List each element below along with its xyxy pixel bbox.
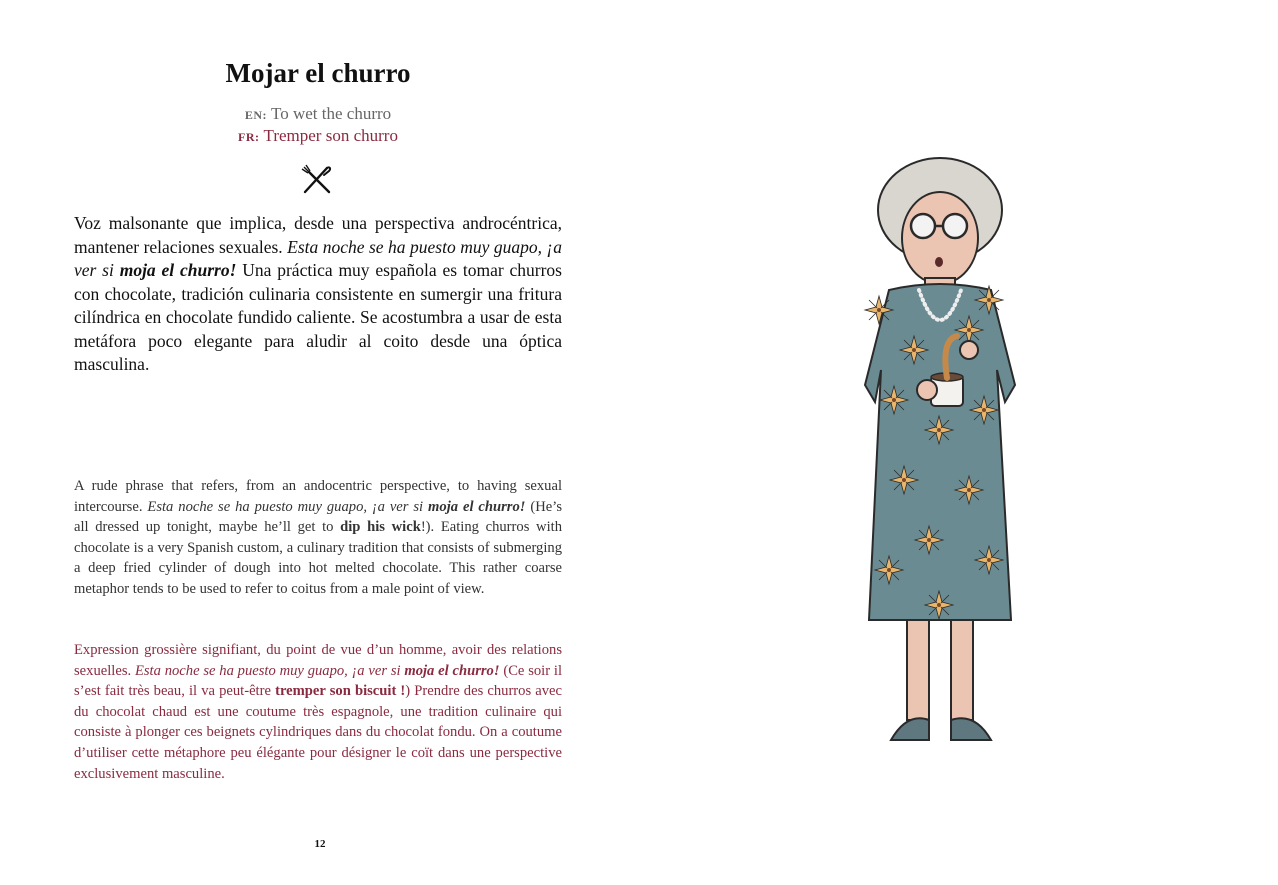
en-example-bold: moja el churro! xyxy=(428,498,526,515)
es-text-1: Voz malsonante que implica, desde una perspectiva androcéntrica, mantener relaciones sexuales. xyxy=(74,213,562,257)
right-page xyxy=(639,0,1278,885)
english-translation xyxy=(74,104,562,124)
es-text-2: Una práctica muy española es tomar churros con chocolate, tradición culinaria consistente en sumergir una fritura cilíndrica en chocolate fundido caliente. Se acostumbra a usar de esta metáfora poco elegante para aludir al coito desde una óptica masculina. xyxy=(74,260,562,374)
page-number: 12 xyxy=(314,838,326,850)
en-translation-text: To wet the churro xyxy=(271,104,392,123)
fr-text-2: (Ce soir il s’est fait très beau, il va peut-être xyxy=(74,662,562,700)
english-definition xyxy=(74,476,562,600)
grandmother-illustration xyxy=(819,150,1059,780)
fr-translation-text: Tremper son churro xyxy=(263,126,398,145)
en-text-3: !). Eating churros with chocolate is a very Spanish custom, a culinary tradition that consists of submerging a deep fried cylinder of dough into hot melted chocolate. This rather coarse metaphor tends to be used to refer to coitus from a male point of view. xyxy=(74,519,562,597)
es-example: Esta noche se ha puesto muy guapo, ¡a ver si xyxy=(74,236,562,280)
en-example: Esta noche se ha puesto muy guapo, ¡a ver si xyxy=(147,498,429,515)
en-text-2: (He’s all dressed up tonight, maybe he’ll get to xyxy=(74,498,562,536)
es-example-bold: moja el churro! xyxy=(119,260,237,280)
french-definition xyxy=(74,640,562,784)
french-translation xyxy=(74,126,562,146)
fr-tag: FR: xyxy=(238,130,260,144)
spanish-definition xyxy=(74,212,562,377)
en-tag: EN: xyxy=(244,108,268,122)
fr-text-3: ) Prendre des churros avec du chocolat chaud est une coutume très espagnole, une tradition culinaire qui consiste à plonger ces beignets cylindriques dans du chocolat fondu. On a coutume d’utiliser cette métaphore peu élégante pour désigner le coït dans une perspective exclusivement masculine. xyxy=(74,683,562,782)
fr-example-bold: moja el churro! xyxy=(404,662,500,679)
fr-text-1: Expression grossière signifiant, du point de vue d’un homme, avoir des relations sexuelles. xyxy=(74,642,562,679)
fr-idiom-bold: tremper son biscuit ! xyxy=(275,683,406,700)
en-text-1: A rude phrase that refers, from an andocentric perspective, to having sexual intercourse. xyxy=(74,478,562,515)
en-idiom-bold: dip his wick xyxy=(340,519,421,536)
page-title: Mojar el churro xyxy=(225,58,411,88)
fork-knife-icon xyxy=(300,162,334,196)
fr-example: Esta noche se ha puesto muy guapo, ¡a ver si xyxy=(134,662,405,679)
